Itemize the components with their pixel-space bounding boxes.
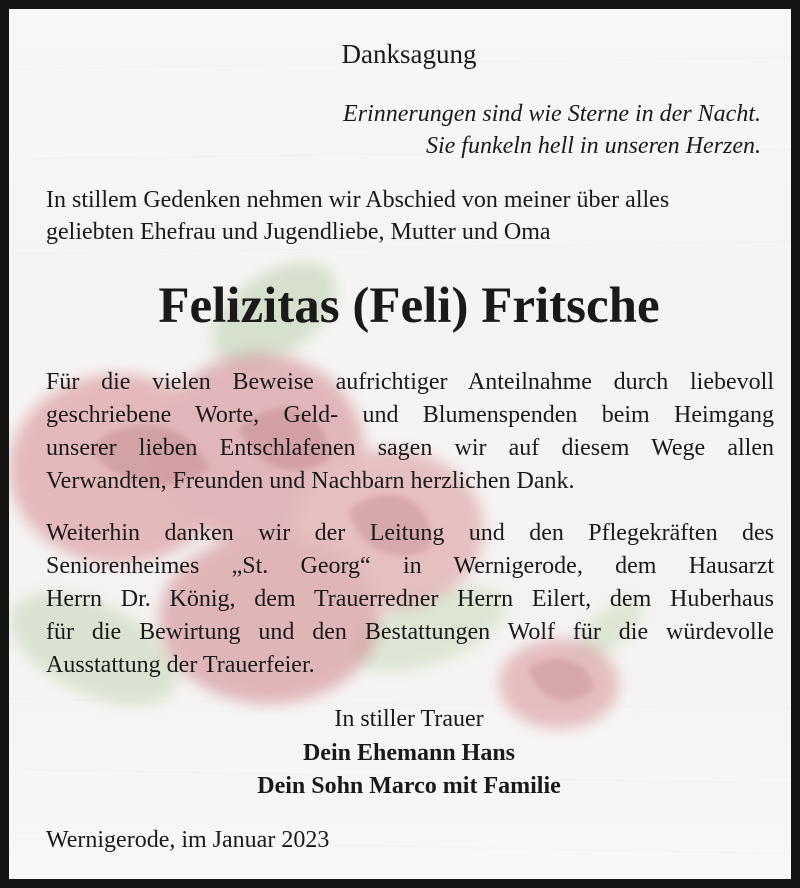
verse-line-2: Sie funkeln hell in unseren Herzen. [425,133,761,159]
signatory-son: Dein Sohn Marco mit Familie [257,773,561,799]
thanks-paragraph-line: Für die vielen Beweise aufrichtiger Anteilnahme durch liebevoll [46,369,774,395]
acknowledgement-line: Seniorenheimes „St. Georg“ in Wernigerode, dem Hausarzt [46,553,774,579]
acknowledgement-line: für die Bewirtung und den Bestattungen Wolf für die würdevolle [46,619,774,645]
acknowledgement-line: Ausstattung der Trauerfeier. [46,652,315,678]
thanks-paragraph-line: unserer lieben Entschlafenen sagen wir auf diesem Wege allen [46,435,774,461]
deceased-name: Felizitas (Feli) Fritsche [158,278,660,334]
acknowledgement-line: Weiterhin danken wir der Leitung und den Pflegekräften des [46,520,774,546]
notice-text [9,9,800,888]
thanks-paragraph-line: geschriebene Worte, Geld- und Blumenspenden beim Heimgang [46,402,774,428]
signature-intro: In stiller Trauer [334,706,484,732]
intro-line-2: geliebten Ehefrau und Jugendliebe, Mutter und Oma [46,219,551,245]
verse-line-1: Erinnerungen sind wie Sterne in der Nacht. [343,101,761,127]
acknowledgement-line: Herrn Dr. König, dem Trauerredner Herrn Eilert, dem Huberhaus [46,586,774,612]
signatory-husband: Dein Ehemann Hans [302,740,516,766]
place-and-date: Wernigerode, im Januar 2023 [46,827,330,853]
intro-line-1: In stillem Gedenken nehmen wir Abschied von meiner über alles [46,187,670,213]
notice-heading: Danksagung [341,39,477,69]
thanks-paragraph-line: Verwandten, Freunden und Nachbarn herzlichen Dank. [46,468,575,494]
